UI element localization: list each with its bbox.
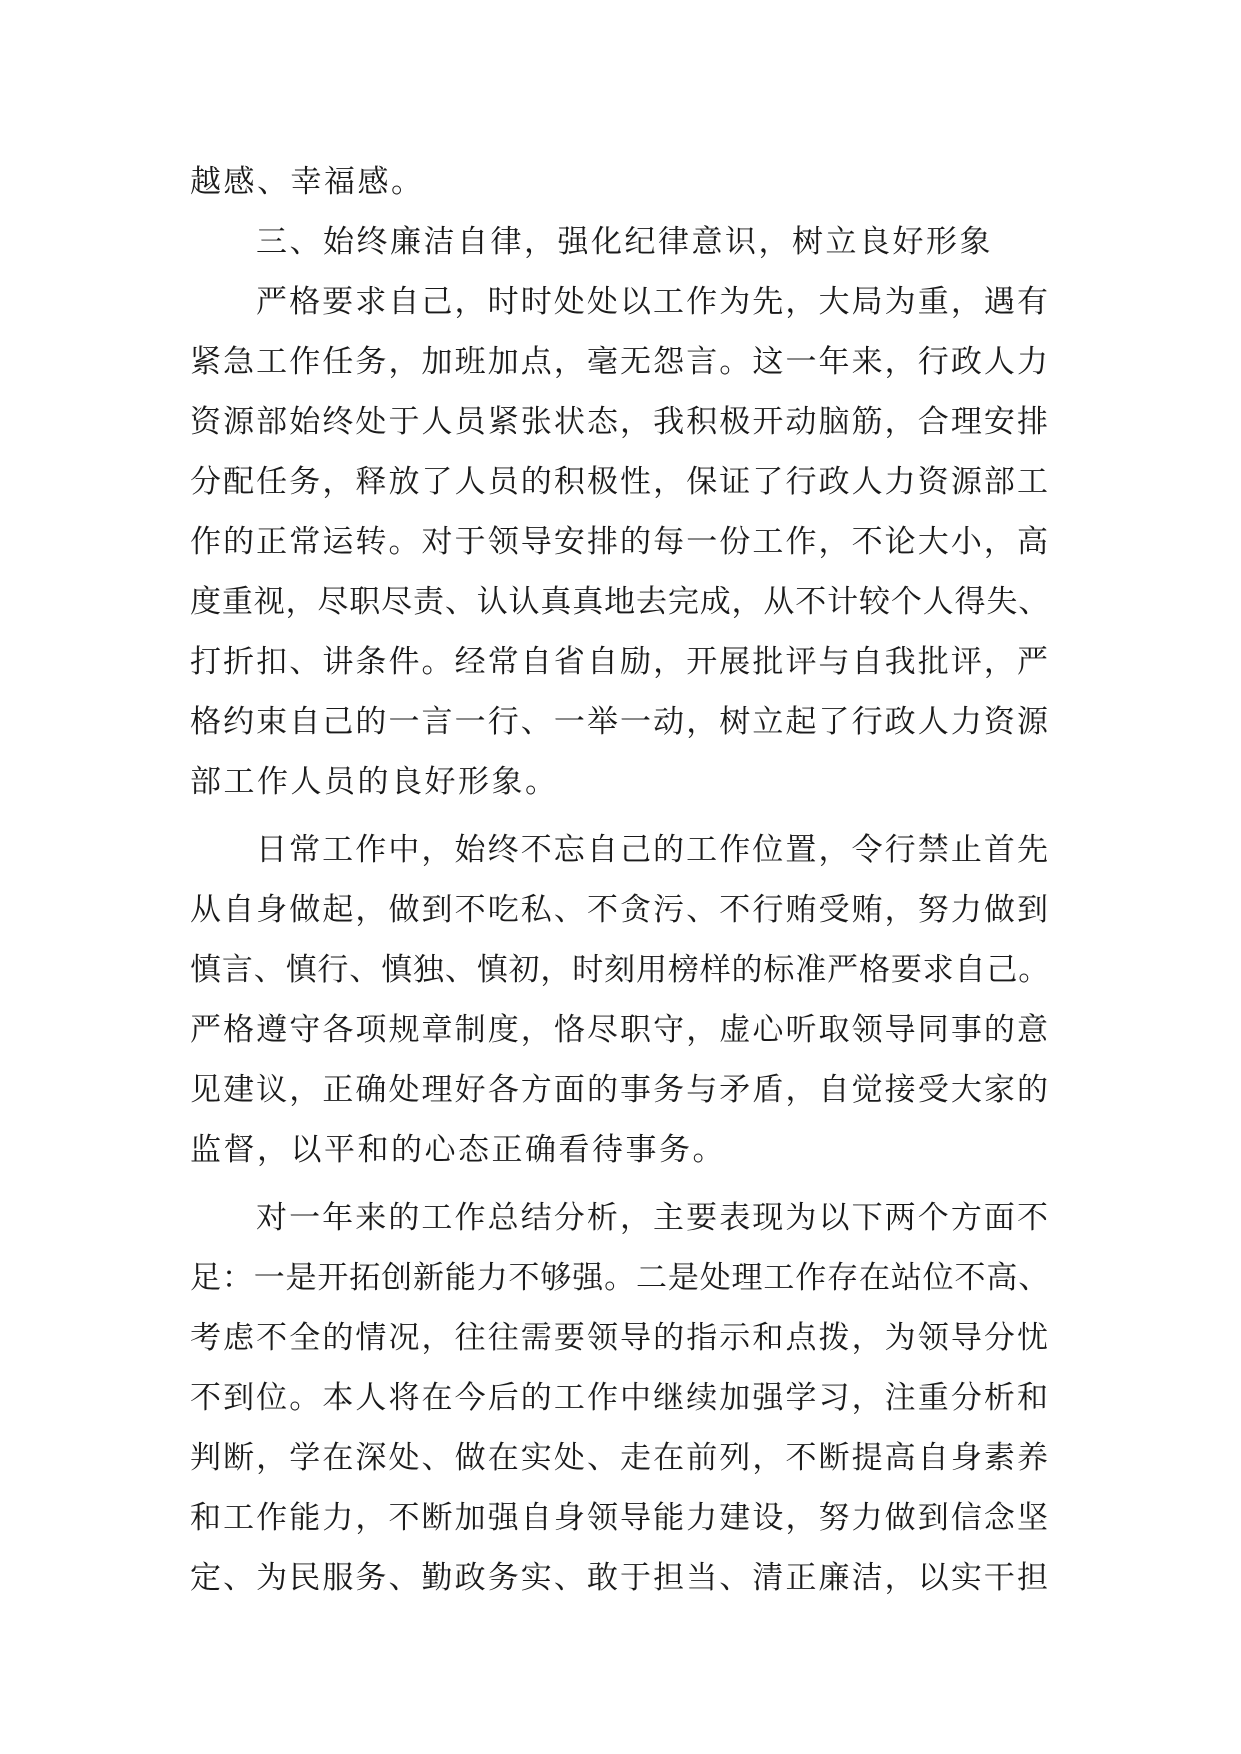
- text-line: 作的正常运转。对于领导安排的每一份工作，不论大小，高: [190, 524, 1050, 560]
- text-line: 足：一是开拓创新能力不够强。二是处理工作存在站位不高、: [190, 1260, 1050, 1296]
- text-line: 严格要求自己，时时处处以工作为先，大局为重，遇有: [256, 284, 1050, 320]
- text-line: 严格遵守各项规章制度，恪尽职守，虚心听取领导同事的意: [190, 1012, 1050, 1048]
- text-line: 不到位。本人将在今后的工作中继续加强学习，注重分析和: [190, 1380, 1050, 1416]
- text-line: 格约束自己的一言一行、一举一动，树立起了行政人力资源: [190, 704, 1050, 740]
- text-line: 监督，以平和的心态正确看待事务。: [190, 1132, 726, 1168]
- text-line: 越感、幸福感。: [190, 164, 425, 200]
- text-line: 从自身做起，做到不吃私、不贪污、不行贿受贿，努力做到: [190, 892, 1050, 928]
- text-line: 打折扣、讲条件。经常自省自励，开展批评与自我批评，严: [190, 644, 1050, 680]
- text-line: 慎言、慎行、慎独、慎初，时刻用榜样的标准严格要求自己。: [190, 952, 1050, 988]
- text-line: 紧急工作任务，加班加点，毫无怨言。这一年来，行政人力: [190, 344, 1050, 380]
- text-line: 资源部始终处于人员紧张状态，我积极开动脑筋，合理安排: [190, 404, 1050, 440]
- text-line: 和工作能力，不断加强自身领导能力建设，努力做到信念坚: [190, 1500, 1050, 1536]
- text-line: 分配任务，释放了人员的积极性，保证了行政人力资源部工: [190, 464, 1050, 500]
- document-body: [190, 152, 1050, 1608]
- text-line: 部工作人员的良好形象。: [190, 764, 559, 800]
- text-line: 定、为民服务、勤政务实、敢于担当、清正廉洁，以实干担: [190, 1560, 1050, 1596]
- section-heading: 三、始终廉洁自律，强化纪律意识，树立良好形象: [256, 224, 993, 260]
- text-line: 考虑不全的情况，往往需要领导的指示和点拨，为领导分忧: [190, 1320, 1050, 1356]
- text-line: 度重视，尽职尽责、认认真真地去完成，从不计较个人得失、: [190, 584, 1050, 620]
- text-line: 日常工作中，始终不忘自己的工作位置，令行禁止首先: [256, 832, 1050, 868]
- text-line: 对一年来的工作总结分析，主要表现为以下两个方面不: [256, 1200, 1050, 1236]
- text-line: 判断，学在深处、做在实处、走在前列，不断提高自身素养: [190, 1440, 1050, 1476]
- text-line: 见建议，正确处理好各方面的事务与矛盾，自觉接受大家的: [190, 1072, 1050, 1108]
